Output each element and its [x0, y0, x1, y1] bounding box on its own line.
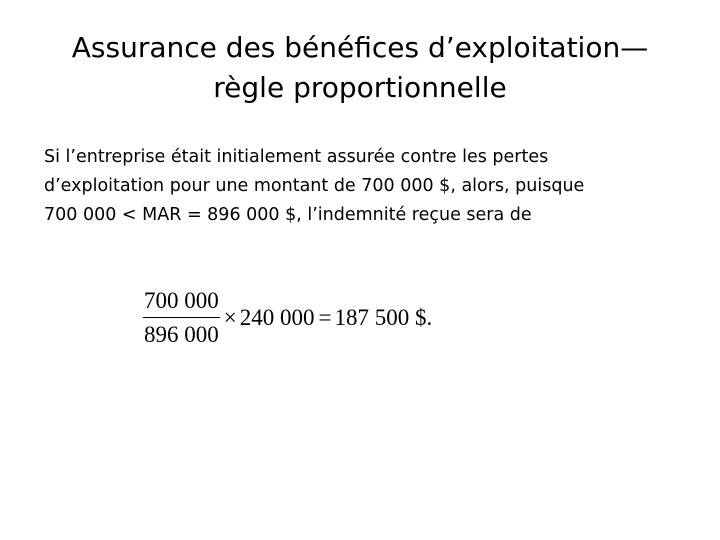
slide-title-line-1: Assurance des bénéfices d’exploitation— — [71, 31, 649, 64]
multiply-operator: × — [223, 305, 237, 330]
fraction-denominator: 896 000 — [144, 322, 219, 347]
body-paragraph — [44, 143, 684, 230]
slide-title-line-2: règle proportionnelle — [213, 71, 507, 104]
ratio-fraction — [143, 288, 220, 348]
fraction-numerator: 700 000 — [144, 288, 219, 313]
body-line-3: 700 000 < MAR = 896 000 $, l’indemnité reçue sera de — [44, 205, 532, 225]
slide-title — [40, 28, 680, 108]
fraction-bar — [143, 317, 220, 318]
indemnity-result: 187 500 $. — [334, 305, 433, 330]
indemnity-formula — [143, 286, 432, 350]
body-line-1: Si l’entreprise était initialement assurée contre les pertes — [44, 147, 549, 167]
equals-operator: = — [318, 305, 332, 330]
body-line-2: d’exploitation pour une montant de 700 000 $, alors, puisque — [44, 176, 585, 196]
loss-amount: 240 000 — [239, 305, 315, 330]
